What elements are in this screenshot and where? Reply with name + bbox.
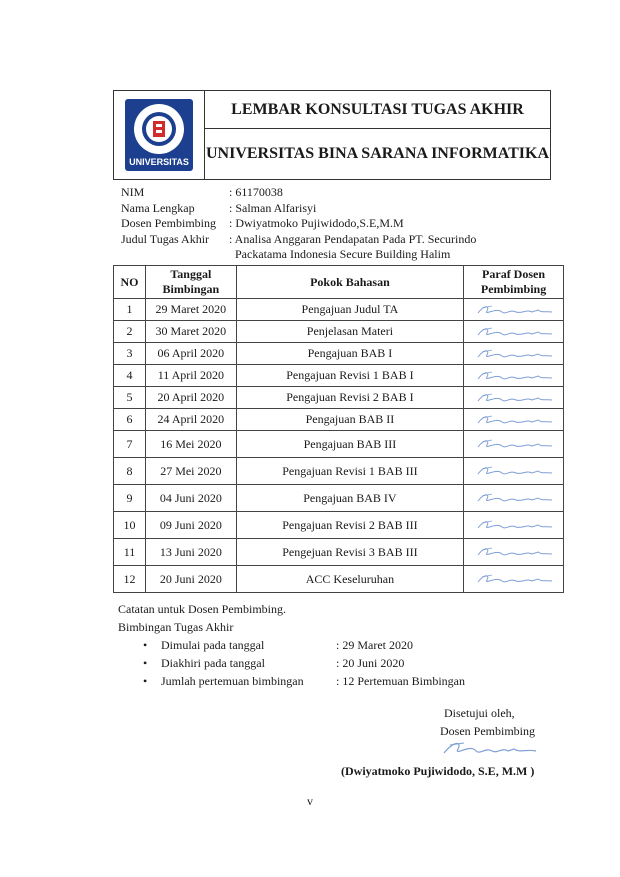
notes-line2: Bimbingan Tugas Akhir <box>118 620 234 634</box>
table-row <box>114 387 564 409</box>
bullet-label: Jumlah pertemuan bimbingan <box>161 674 304 688</box>
cell-topic: Pengajuan Judul TA <box>236 299 463 321</box>
cell-topic: Pengajuan BAB IV <box>236 485 463 512</box>
table-row <box>114 409 564 431</box>
cell-signature <box>464 321 564 343</box>
info-row-nim <box>121 185 549 201</box>
cell-date: 16 Mei 2020 <box>145 431 236 458</box>
info-label: Judul Tugas Akhir <box>121 231 210 246</box>
header-date <box>145 266 236 299</box>
info-value: : Analisa Anggaran Pendapatan Pada PT. Securindo <box>229 231 477 246</box>
header-sign <box>464 266 564 299</box>
cell-no: 3 <box>114 343 146 365</box>
cell-topic: Pengajuan Revisi 2 BAB III <box>236 512 463 539</box>
bullet-value: : 12 Pertemuan Bimbingan <box>336 674 465 688</box>
paraf-signature-icon <box>474 436 554 452</box>
cell-no: 8 <box>114 458 146 485</box>
cell-date: 13 Juni 2020 <box>145 539 236 566</box>
header-date-line1: Tanggal <box>170 267 212 281</box>
table-row <box>114 485 564 512</box>
university-name: UNIVERSITAS BINA SARANA INFORMATIKA <box>205 145 549 162</box>
logo-cell <box>114 91 205 179</box>
cell-topic: Pengajuan BAB III <box>236 431 463 458</box>
cell-date: 20 April 2020 <box>145 387 236 409</box>
paraf-signature-icon <box>474 368 554 384</box>
cell-no: 9 <box>114 485 146 512</box>
table-row <box>114 512 564 539</box>
cell-signature <box>464 431 564 458</box>
table-row <box>114 343 564 365</box>
cell-no: 10 <box>114 512 146 539</box>
bullet-icon: • <box>143 638 148 652</box>
table-row <box>114 299 564 321</box>
table-row <box>114 458 564 485</box>
cell-no: 4 <box>114 365 146 387</box>
paraf-signature-icon <box>474 571 554 587</box>
cell-date: 29 Maret 2020 <box>145 299 236 321</box>
bullet-icon: • <box>143 674 148 688</box>
cell-signature <box>464 512 564 539</box>
paraf-signature-icon <box>474 490 554 506</box>
university-logo <box>125 99 193 171</box>
cell-signature <box>464 485 564 512</box>
cell-date: 30 Maret 2020 <box>145 321 236 343</box>
cell-no: 1 <box>114 299 146 321</box>
info-row-title <box>121 232 549 248</box>
info-row-advisor <box>121 216 549 232</box>
advisor-name: (Dwiyatmoko Pujiwidodo, S.E, M.M ) <box>341 764 535 778</box>
cell-date: 04 Juni 2020 <box>145 485 236 512</box>
document-title: LEMBAR KONSULTASI TUGAS AKHIR <box>205 91 550 129</box>
paraf-signature-icon <box>474 324 554 340</box>
cell-signature <box>464 365 564 387</box>
student-info <box>121 185 549 263</box>
cell-signature <box>464 458 564 485</box>
cell-signature <box>464 409 564 431</box>
consultation-table <box>113 265 564 593</box>
logo-text: UNIVERSITAS <box>129 157 189 167</box>
page-number: v <box>307 794 313 808</box>
table-row <box>114 321 564 343</box>
info-value: : Dwiyatmoko Pujiwidodo,S.E,M.M <box>229 216 404 230</box>
cell-signature <box>464 387 564 409</box>
table-row <box>114 566 564 593</box>
notes-section <box>118 600 286 636</box>
cell-signature <box>464 539 564 566</box>
cell-topic: Pengejuan Revisi 3 BAB III <box>236 539 463 566</box>
bullet-label: Dimulai pada tanggal <box>161 638 265 652</box>
cell-topic: Penjelasan Materi <box>236 321 463 343</box>
cell-date: 24 April 2020 <box>145 409 236 431</box>
list-item <box>143 636 465 654</box>
cell-topic: Pengajuan Revisi 1 BAB III <box>236 458 463 485</box>
cell-no: 5 <box>114 387 146 409</box>
paraf-signature-icon <box>474 544 554 560</box>
info-label: NIM <box>121 185 145 199</box>
header-sign-line1: Paraf Dosen <box>482 267 546 281</box>
cell-no: 12 <box>114 566 146 593</box>
advisor-signature-icon <box>440 737 540 761</box>
cell-topic: Pengajuan Revisi 1 BAB I <box>236 365 463 387</box>
cell-signature <box>464 299 564 321</box>
info-value: : 61170038 <box>229 185 283 199</box>
bullet-icon: • <box>143 656 148 670</box>
header-topic: Pokok Bahasan <box>236 266 463 299</box>
cell-signature <box>464 343 564 365</box>
header-date-line2: Bimbingan <box>162 282 220 296</box>
notes-line1: Catatan untuk Dosen Pembimbing. <box>118 602 286 616</box>
paraf-signature-icon <box>474 517 554 533</box>
cell-date: 11 April 2020 <box>145 365 236 387</box>
cell-no: 2 <box>114 321 146 343</box>
paraf-signature-icon <box>474 463 554 479</box>
bullet-value: : 20 Juni 2020 <box>336 656 405 670</box>
header-no: NO <box>114 266 146 299</box>
info-row-name <box>121 201 549 217</box>
approval-line2: Dosen Pembimbing <box>440 724 535 738</box>
bullet-label: Diakhiri pada tanggal <box>161 656 265 670</box>
paraf-signature-icon <box>474 346 554 362</box>
info-label: Dosen Pembimbing <box>121 216 216 230</box>
approval-block <box>440 704 535 740</box>
header-sign-line2: Pembimbing <box>480 282 547 296</box>
cell-topic: Pengajuan Revisi 2 BAB I <box>236 387 463 409</box>
cell-no: 7 <box>114 431 146 458</box>
cell-date: 09 Juni 2020 <box>145 512 236 539</box>
table-row <box>114 539 564 566</box>
document-header <box>113 90 551 180</box>
table-header-row <box>114 266 564 299</box>
paraf-signature-icon <box>474 302 554 318</box>
cell-no: 6 <box>114 409 146 431</box>
cell-topic: Pengajuan BAB II <box>236 409 463 431</box>
paraf-signature-icon <box>474 412 554 428</box>
approval-line1: Disetujui oleh, <box>444 706 515 720</box>
info-value: Packatama Indonesia Secure Building Halim <box>229 247 451 261</box>
info-row-title-cont <box>121 247 549 263</box>
notes-bullets <box>143 636 465 690</box>
table-row <box>114 365 564 387</box>
cell-topic: Pengajuan BAB I <box>236 343 463 365</box>
cell-date: 27 Mei 2020 <box>145 458 236 485</box>
cell-no: 11 <box>114 539 146 566</box>
cell-signature <box>464 566 564 593</box>
info-value: : Salman Alfarisyi <box>229 200 317 215</box>
info-label <box>121 247 229 263</box>
paraf-signature-icon <box>474 390 554 406</box>
cell-date: 20 Juni 2020 <box>145 566 236 593</box>
list-item <box>143 654 465 672</box>
cell-topic: ACC Keseluruhan <box>236 566 463 593</box>
list-item <box>143 672 465 690</box>
bullet-value: : 29 Maret 2020 <box>336 638 413 652</box>
logo-emblem-icon <box>125 99 193 159</box>
table-row <box>114 431 564 458</box>
info-label: Nama Lengkap <box>121 200 195 215</box>
cell-date: 06 April 2020 <box>145 343 236 365</box>
